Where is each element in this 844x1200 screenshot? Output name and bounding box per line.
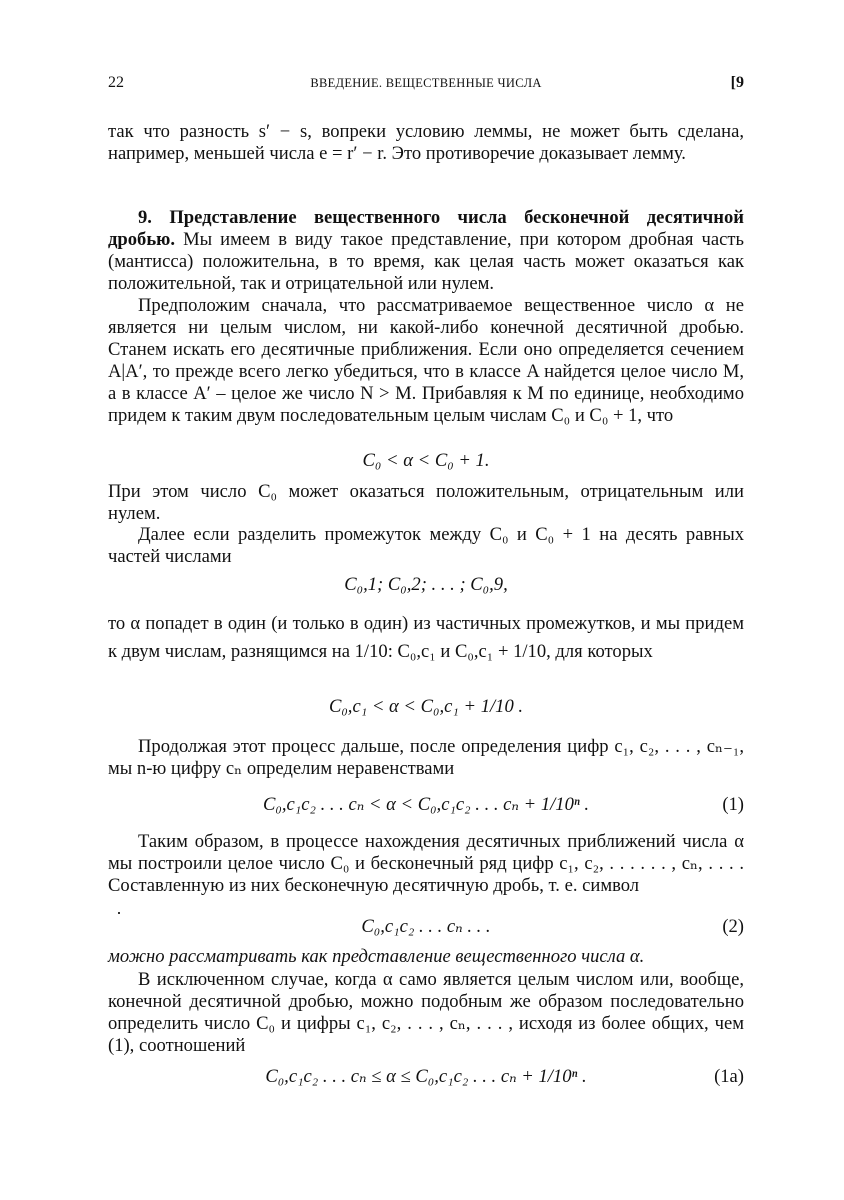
paragraph-section-9 [108,207,744,295]
speck [118,912,120,914]
equation-2-number: (2) [722,916,744,937]
paragraph-divide-interval: Далее если разделить промежуток между C₀ и C₀ + 1 на десять равных частей числами [108,524,744,567]
paragraph-nth-digit: Продолжая этот процесс дальше, после определения цифр c₁, c₂, . . . , cₙ₋₁, мы n-ю цифру cₙ определим неравенствами [108,736,744,779]
paragraph-lemma-end: так что разность s′ − s, вопреки условию леммы, не может быть сделана, например, меньшей числа e = r′ − r. Это противоречие доказывает лемму. [108,121,744,164]
running-title: ВВЕДЕНИЕ. ВЕЩЕСТВЕННЫЕ ЧИСЛА [310,76,542,90]
page-header [108,74,744,98]
equation-c0-bounds: C₀ < α < C₀ + 1. [362,450,490,471]
page-number: 22 [108,74,124,91]
equation-1a-number: (1a) [714,1066,744,1087]
equation-1: C₀,c₁c₂ . . . cₙ < α < C₀,c₁c₂ . . . cₙ + 1/10ⁿ . [262,794,590,815]
equation-1-number: (1) [722,794,744,815]
paragraph-excluded-case: В исключенном случае, когда α само является целым числом или, вообще, конечной десятичной дробью, можно подобным же образом последовательно определить число C₀ и цифры c₁, c₂, . . . , cₙ, . . . , исходя из более общих, чем (1), соотношений [108,969,744,1056]
equation-2: C₀,c₁c₂ . . . cₙ . . . [361,916,491,937]
paragraph-assumption: Предположим сначала, что рассматриваемое вещественное число α не является ни целым числом, ни какой-либо конечной десятичной дробью. Станем искать его десятичные приближения. Если оно определяется сечением A|A′, то прежде всего легко убедиться, что в классе A найдется целое число M, а в классе A′ – целое же число N > M. Прибавляя к M по единице, необходимо придем к таким двум последовательным целым числам C₀ и C₀ + 1, что [108,295,744,426]
equation-subdivision: C₀,1; C₀,2; . . . ; C₀,9, [344,574,508,595]
paragraph-decimal-construction: Таким образом, в процессе нахождения десятичных приближений числа α мы построили целое число C₀ и бесконечный ряд цифр c₁, c₂, . . . . . . , cₙ, . . . . Составленную из них бесконечную десятичную дробь, т. е. символ [108,831,744,896]
section-heading: 9. Представление вещественного числа бесконечной десятичной дробью. [108,207,744,250]
paragraph-c0-sign: При этом число C₀ может оказаться положительным, отрицательным или нулем. [108,481,744,524]
paragraph-first-digit: то α попадет в один (и только в один) из частичных промежутков, и мы придем к двум числам, разнящимся на 1/10: C₀,c₁ и C₀,c₁ + 1/10, для которых [108,613,744,662]
paragraph-representation: можно рассматривать как представление вещественного числа α. [108,946,645,967]
equation-first-digit: C₀,c₁ < α < C₀,c₁ + 1/10 . [328,696,524,717]
section-mark: [9 [730,74,744,91]
equation-1a: C₀,c₁c₂ . . . cₙ ≤ α ≤ C₀,c₁c₂ . . . cₙ + 1/10ⁿ . [265,1066,587,1087]
section-intro: Мы имеем в виду такое представление, при котором дробная часть (мантисса) положительна, в то время, как целая часть может оказаться как положительной, так и отрицательной или нулем. [108,229,744,294]
